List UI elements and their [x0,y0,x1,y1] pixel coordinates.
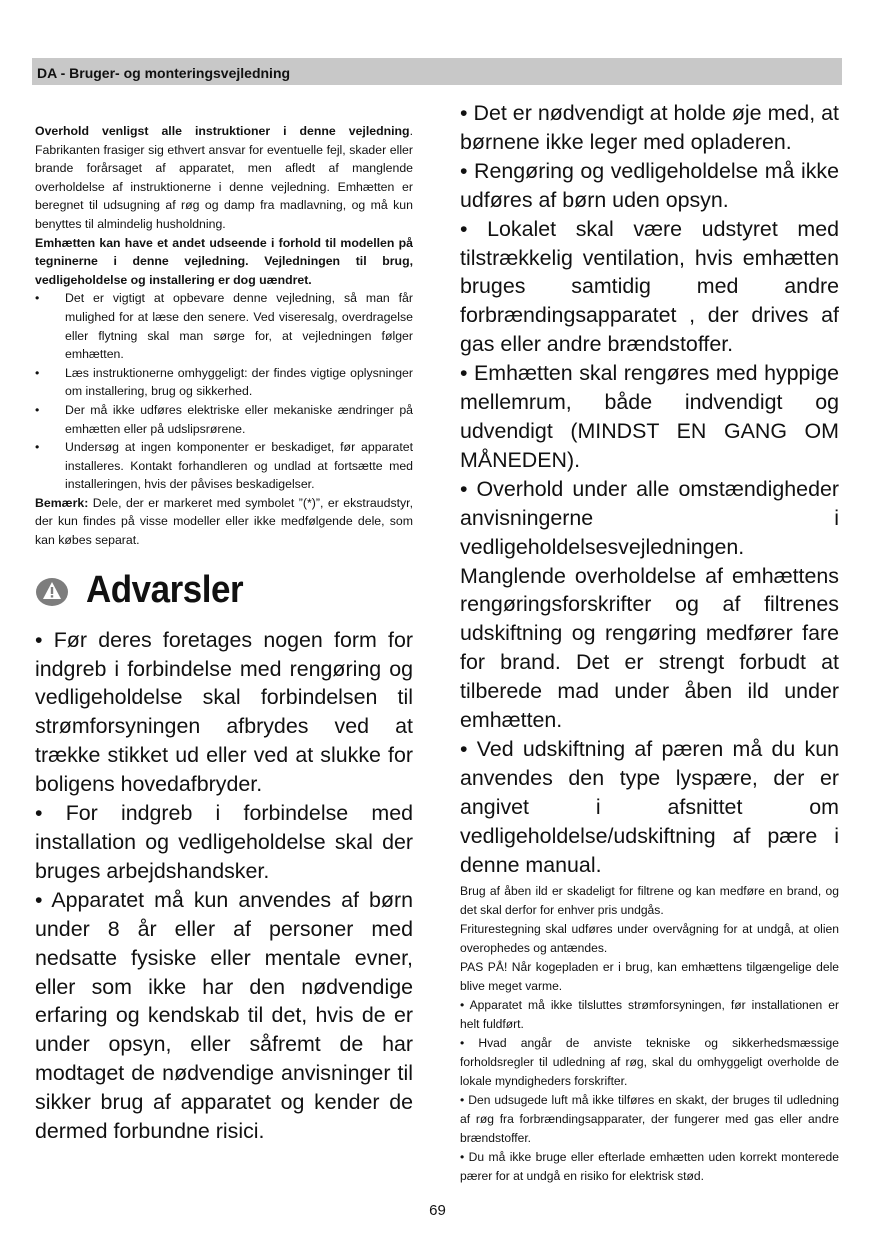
bullet-dot: • [35,291,40,306]
bullet-dot: • [35,440,40,455]
intro-bullet [35,364,413,401]
small-warning-paragraph: • Hvad angår de anviste tekniske og sikkerhedsmæssige forholdsregler til udledning af røg, skal du omhyggeligt overholde de lokale myndigheders forskrifter. [460,1036,839,1089]
warnings-heading [35,565,413,617]
small-warning-paragraph: Brug af åben ild er skadeligt for filtrene og kan medføre en brand, og det skal derfor for enhver pris undgås. [460,884,839,918]
warnings-left-text [35,626,413,1146]
small-warning-paragraph: • Den udsugede luft må ikke tilføres en skakt, der bruges til udledning af røg fra forbrændingsapparater, der fungerer med gas eller andre brændstoffer. [460,1093,839,1146]
intro-bullet [35,438,413,494]
header-title: DA - Bruger- og monteringsvejledning [37,65,291,81]
intro-bullet [35,401,413,438]
intro-bullet-text: Der må ikke udføres elektriske eller mekaniske ændringer på emhætten eller på udslipsrørene. [65,402,413,436]
small-warning-paragraph: • Du må ikke bruge eller efterlade emhætten uden korrekt monterede pærer for at undgå en risiko for elektrisk stød. [460,1150,839,1184]
warning-paragraph: • Apparatet må kun anvendes af børn under 8 år eller af personer med nedsatte fysiske eller mentale evner, eller som ikke har den nødvendige erfaring og kendskab til det, hvis de er under opsyn, eller såfremt de har modtaget de nødvendige anvisninger til sikker brug af apparatet og kender de dermed forbundne risici. [35,887,413,1144]
note-text: Dele, der er markeret med symbolet ”(*)”, er ekstraudstyr, der kun findes på visse modeller eller ikke medfølgende dele, som kan købes separat. [35,495,413,548]
intro-bullet [35,289,413,363]
intro-bullet-text: Det er vigtigt at opbevare denne vejledning, så man får mulighed for at læse den senere. Ved viseresalg, overdragelse eller flytning skal man sørge for, at vejledningen følger emhætten. [65,291,413,362]
intro-note [35,494,413,550]
intro-lead-bold: Overhold venligst alle instruktioner i denne vejledning [35,124,410,138]
warning-paragraph: • Ved udskiftning af pæren må du kun anvendes den type lyspære, der er angivet i afsnittet om vedligeholdelse/udskiftning af pære i denne manual. [460,736,839,877]
warning-paragraph: • Det er nødvendigt at holde øje med, at børnene ikke leger med opladeren. [460,101,839,154]
small-warning-paragraph: Friturestegning skal udføres under overvågning for at undgå, at olien overophedes og antændes. [460,922,839,956]
intro-bold-note: Emhætten kan have et andet udseende i forhold til modellen på tegninerne i denne vejledning. Vejledningen til brug, vedligeholdelse og installering er dog uændret. [35,235,413,287]
warning-paragraph: • For indgreb i forbindelse med installation og vedligeholdelse skal der bruges arbejdshandsker. [35,801,413,883]
intro-paragraph [35,122,413,234]
bullet-dot: • [35,402,40,417]
warning-icon [35,575,69,609]
intro-bullet-text: Undersøg at ingen komponenter er beskadiget, før apparatet installeres. Kontakt forhandleren og undlad at fortsætte med installeringen, hvis der påvises beskadigelser. [65,440,413,492]
warnings-right-text [460,99,839,879]
warning-paragraph: • Før deres foretages nogen form for indgreb i forbindelse med rengøring og vedligeholdelse skal forbindelsen til strømforsyningen afbrydes ved at trække stikket ud eller ved at slukke for boligens hovedafbryder. [35,627,413,797]
warning-paragraph: • Overhold under alle omstændigheder anvisningerne i vedligeholdelsesvejledningen. [460,476,839,559]
header-bar [32,58,842,85]
right-column [460,99,839,1186]
intro-lead-rest: . Fabrikanten frasiger sig ethvert ansvar for eventuelle fejl, skader eller brande forårsaget af apparatet, men afledt af manglende overholdelse af instruktionerne i denne vejledning. Emhætten er beregnet til udsugning af røg og damp fra madlavning, og må kun benyttes til almindelig husholdning. [35,124,413,231]
warnings-title: Advarsler [86,568,244,611]
intro-section [35,122,413,550]
small-warning-paragraph: PAS PÅ! Når kogepladen er i brug, kan emhættens tilgængelige dele blive meget varme. [460,960,839,994]
warning-paragraph: • Emhætten skal rengøres med hyppige mellemrum, både indvendigt og udvendigt (MINDST EN GANG OM MÅNEDEN). [460,361,839,472]
bullet-dot: • [35,365,40,380]
note-label: Bemærk: [35,495,89,510]
warning-paragraph: Manglende overholdelse af emhættens rengøringsforskrifter og af filtrenes udskiftning og rengøring medfører fare for brand. Det er strengt forbudt at tilberede mad under åben ild under emhætten. [460,563,839,733]
warnings-small-text [460,882,839,1186]
small-warning-paragraph: • Apparatet må ikke tilsluttes strømforsyningen, før installationen er helt fuldført. [460,998,839,1032]
left-column [35,122,413,1146]
page-number: 69 [429,1202,446,1219]
warning-paragraph: • Rengøring og vedligeholdelse må ikke udføres af børn uden opsyn. [460,158,839,212]
warning-paragraph: • Lokalet skal være udstyret med tilstrækkelig ventilation, hvis emhætten bruges samtidig med andre forbrændingsapparatet , der drives af gas eller andre brændstoffer. [460,216,839,357]
intro-bullet-text: Læs instruktionerne omhyggeligt: der findes vigtige oplysninger om installering, brug og sikkerhed. [65,365,413,399]
